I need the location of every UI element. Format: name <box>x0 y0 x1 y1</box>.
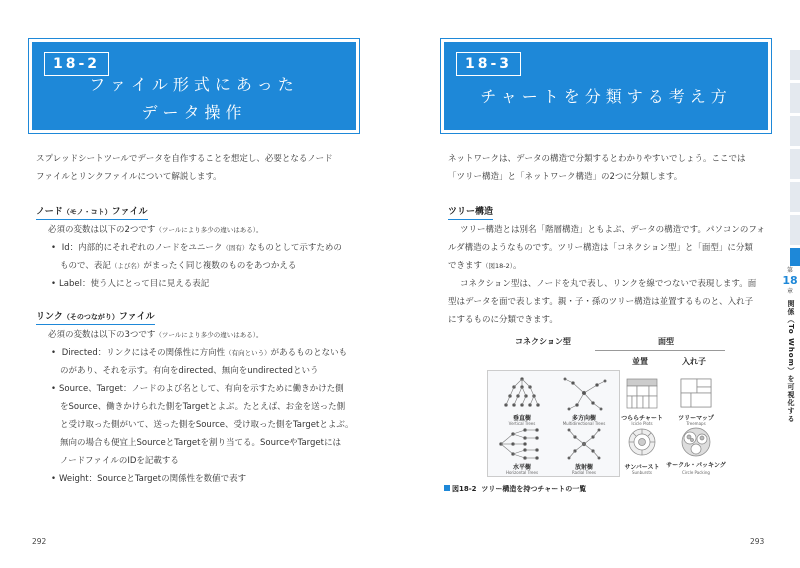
cell-sub-vertical: Vertical Trees <box>508 421 536 426</box>
para-line: 型はデータを面で表します。親・子・孫のツリー構造は並置するものと、入れ子 <box>448 297 754 307</box>
cell-label-icicle: つららチャート <box>621 415 663 422</box>
para-line: にするものに分類できます。 <box>448 315 558 325</box>
page-number-right: 293 <box>750 537 765 546</box>
radial-tree-icon <box>555 425 613 463</box>
treemap-icon <box>676 377 716 413</box>
circle-packing-icon <box>676 425 716 461</box>
cell-sub-treemap: Treemaps <box>686 421 706 426</box>
link-vars-text: 必須の変数は以下の3つです（ツールにより多少の違いはある）。 <box>48 330 263 340</box>
left-body <box>36 150 366 488</box>
chapter-tab <box>790 149 800 179</box>
figure-caption: 図18-2 ツリー構造を持つチャートの一覧 <box>444 484 586 494</box>
list-item-cont: と受け取った側がいて、送った側をSource、受け取った側をTargetとよぶ。 <box>60 420 354 430</box>
para-line: コネクション型は、ノードを丸で表し、リンクを線でつないで表現します。面 <box>460 279 757 289</box>
area-type-label: 面型 <box>658 337 674 346</box>
node-file-heading: ノード（モノ・コト）ファイル <box>36 206 148 220</box>
caption-marker <box>444 485 450 491</box>
section-title: チャートを分類する考え方 <box>480 87 732 106</box>
list-item-cont: 無向の場合も便宜上SourceとTargetを割り当てる。SourceやTargetには <box>60 438 341 448</box>
cell-sub-multidirectional: Multidirectional Trees <box>562 421 606 426</box>
cell-label-multidirectional: 多方向樹 <box>571 415 596 422</box>
section-number: 18-3 <box>456 52 521 76</box>
chapter-tab-active <box>790 248 800 266</box>
cell-label-horizontal: 水平樹 <box>512 464 531 471</box>
horizontal-tree-icon <box>493 425 551 463</box>
icicle-plot-icon <box>622 377 662 413</box>
list-item: • Id：内部的にそれぞれのノードをユニーク（固有）なものとして示すための <box>36 239 366 257</box>
list-item: • Weight：SourceとTargetの関係性を数値で表す <box>36 470 366 488</box>
cell-sub-icicle: Icicle Plots <box>631 421 653 426</box>
list-item-cont: をSource、働きかけられた側をTargetとよぶ。たとえば、お金を送った側 <box>60 402 346 412</box>
cell-sub-radial: Radial Trees <box>571 470 597 475</box>
juxtapose-label: 並置 <box>632 357 648 366</box>
section-header-18-2 <box>32 42 356 130</box>
chapter-index-tabs <box>790 50 800 269</box>
sunburst-icon <box>622 425 662 461</box>
cell-sub-circle-packing: Circle Packing <box>682 470 710 475</box>
cell-sub-sunburst: Sunbursts <box>631 470 653 475</box>
cell-label-vertical: 垂直樹 <box>512 415 531 422</box>
divider <box>595 350 725 351</box>
list-item-cont: ノードファイルのIDを記載する <box>60 456 179 466</box>
right-page <box>400 0 800 568</box>
cell-label-sunburst: サンバースト <box>624 464 660 471</box>
connection-type-label: コネクション型 <box>515 337 571 346</box>
intro-line: ネットワークは、データの構造で分類するとわかりやすいでしょう。ここでは <box>448 154 746 164</box>
link-file-heading: リンク（そのつながり）ファイル <box>36 311 155 325</box>
section-header-18-3 <box>444 42 768 130</box>
multidirectional-tree-icon <box>555 375 613 413</box>
intro-line: ファイルとリンクファイルについて解説します。 <box>36 172 222 182</box>
chapter-tab <box>790 50 800 80</box>
para-line: できます（図18-2）。 <box>448 261 522 271</box>
cell-label-treemap: ツリーマップ <box>678 415 714 422</box>
nested-label: 入れ子 <box>682 357 706 366</box>
list-item-cont: のがあり、それを示す。有向をdirected、無向をundirectedという <box>60 366 319 376</box>
section-number: 18-2 <box>44 52 109 76</box>
tree-heading: ツリー構造 <box>448 206 493 220</box>
chapter-tab <box>790 83 800 113</box>
cell-sub-horizontal: Horizontal Trees <box>505 470 539 475</box>
list-item-cont: もので、表記（よび名）がまったく同じ複数のものをあつかえる <box>60 261 297 271</box>
node-vars-text: 必須の変数は以下の2つです（ツールにより多少の違いはある）。 <box>48 225 263 235</box>
right-body <box>448 150 778 329</box>
cell-label-radial: 放射樹 <box>574 464 593 471</box>
intro-line: 「ツリー構造」と「ネットワーク構造」の2つに分類します。 <box>448 172 683 182</box>
chapter-tab <box>790 215 800 245</box>
chapter-title-vertical: 関係（To Whom）を可視化する <box>787 300 795 423</box>
intro-line: スプレッドシートツールでデータを自作することを想定し、必要となるノード <box>36 154 333 164</box>
chapter-number: 18 <box>782 274 798 287</box>
para-line: ツリー構造とは別名「階層構造」ともよぶ、データの構造です。パソコンのフォ <box>460 225 765 235</box>
chapter-tab <box>790 116 800 146</box>
page-number-left: 292 <box>32 537 47 546</box>
chapter-marker: 第 18 章 <box>782 267 798 295</box>
para-line: ルダ構造のようなものです。ツリー構造は「コネクション型」と「面型」に分類 <box>448 243 753 253</box>
section-title-line2: データ操作 <box>141 103 247 122</box>
list-item: • Directed：リンクにはその関係性に方向性（有向という）があるものとないも <box>36 344 366 362</box>
vertical-tree-icon <box>493 375 551 413</box>
list-item: • Source、Target：ノードのよび名として、有向を示すために働きかけた側 <box>36 380 366 398</box>
chapter-tab <box>790 182 800 212</box>
list-item: • Label：使う人にとって目に見える表記 <box>36 275 366 293</box>
section-title-line1: ファイル形式にあった <box>89 75 299 94</box>
cell-label-circle-packing: サークル・パッキング <box>666 462 726 469</box>
